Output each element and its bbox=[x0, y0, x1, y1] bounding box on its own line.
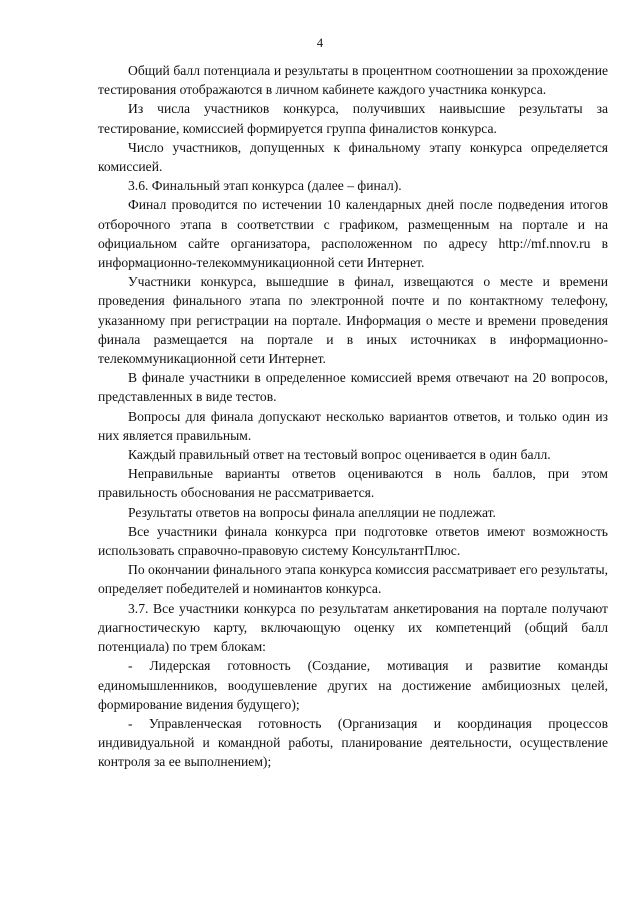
document-body bbox=[98, 61, 608, 772]
section-heading-3-6: 3.6. Финальный этап конкурса (далее – финал). bbox=[128, 178, 402, 194]
paragraph-final-schedule: Финал проводится по истечении 10 календарных дней после подведения итогов отборочного этапа в соответствии с графиком, размещенным на портале и на официальном сайте организатора, расположенном по адресу http://mf.nnov.ru в информационно-телекоммуникационной сети Интернет. bbox=[98, 197, 608, 271]
list-item-leadership-readiness: - Лидерская готовность (Создание, мотивация и развитие команды единомышленников, воодушевление других на достижение амбициозных целей, формирование видения будущего); bbox=[98, 658, 608, 712]
page-number: 4 bbox=[316, 36, 324, 50]
paragraph-final-notification: Участники конкурса, вышедшие в финал, извещаются о месте и времени проведения финального этапа по электронной почте и по контактному телефону, указанному при регистрации на портале. Информация о месте и времени проведения финала размещается на портале и в иных источниках в информационно-телекоммуникационной сети Интернет. bbox=[98, 274, 608, 367]
paragraph-correct-answer-score: Каждый правильный ответ на тестовый вопрос оценивается в один балл. bbox=[128, 447, 551, 463]
paragraph-final-questions: В финале участники в определенное комиссией время отвечают на 20 вопросов, представленных в виде тестов. bbox=[98, 370, 608, 405]
list-item-management-readiness: - Управленческая готовность (Организация и координация процессов индивидуальной и командной работы, планирование деятельности, осуществление контроля за ее выполнением); bbox=[98, 715, 608, 770]
paragraph-overall-score: Общий балл потенциала и результаты в процентном соотношении за прохождение тестирования отображаются в личном кабинете каждого участника конкурса. bbox=[98, 63, 608, 98]
paragraph-no-appeal: Результаты ответов на вопросы финала апелляции не подлежат. bbox=[128, 504, 496, 520]
section-paragraph-3-7: 3.7. Все участники конкурса по результатам анкетирования на портале получают диагностическую карту, включающую оценку их компетенций (общий балл потенциала) по трем блокам: bbox=[98, 600, 608, 655]
paragraph-finalists-number: Число участников, допущенных к финальному этапу конкурса определяется комиссией. bbox=[98, 139, 608, 175]
paragraph-consultant-plus: Все участники финала конкурса при подготовке ответов имеют возможность использовать справочно-правовую систему КонсультантПлюс. bbox=[98, 523, 608, 559]
paragraph-final-results: По окончании финального этапа конкурса комиссия рассматривает его результаты, определяет победителей и номинантов конкурса. bbox=[98, 562, 608, 597]
paragraph-answer-options: Вопросы для финала допускают несколько вариантов ответов, и только один из них является правильным. bbox=[98, 408, 608, 443]
paragraph-wrong-answer-score: Неправильные варианты ответов оцениваются в ноль баллов, при этом правильность обоснования не рассматривается. bbox=[98, 466, 608, 501]
paragraph-finalists-group: Из числа участников конкурса, получивших наивысшие результаты за тестирование, комиссией формируется группа финалистов конкурса. bbox=[98, 101, 608, 136]
